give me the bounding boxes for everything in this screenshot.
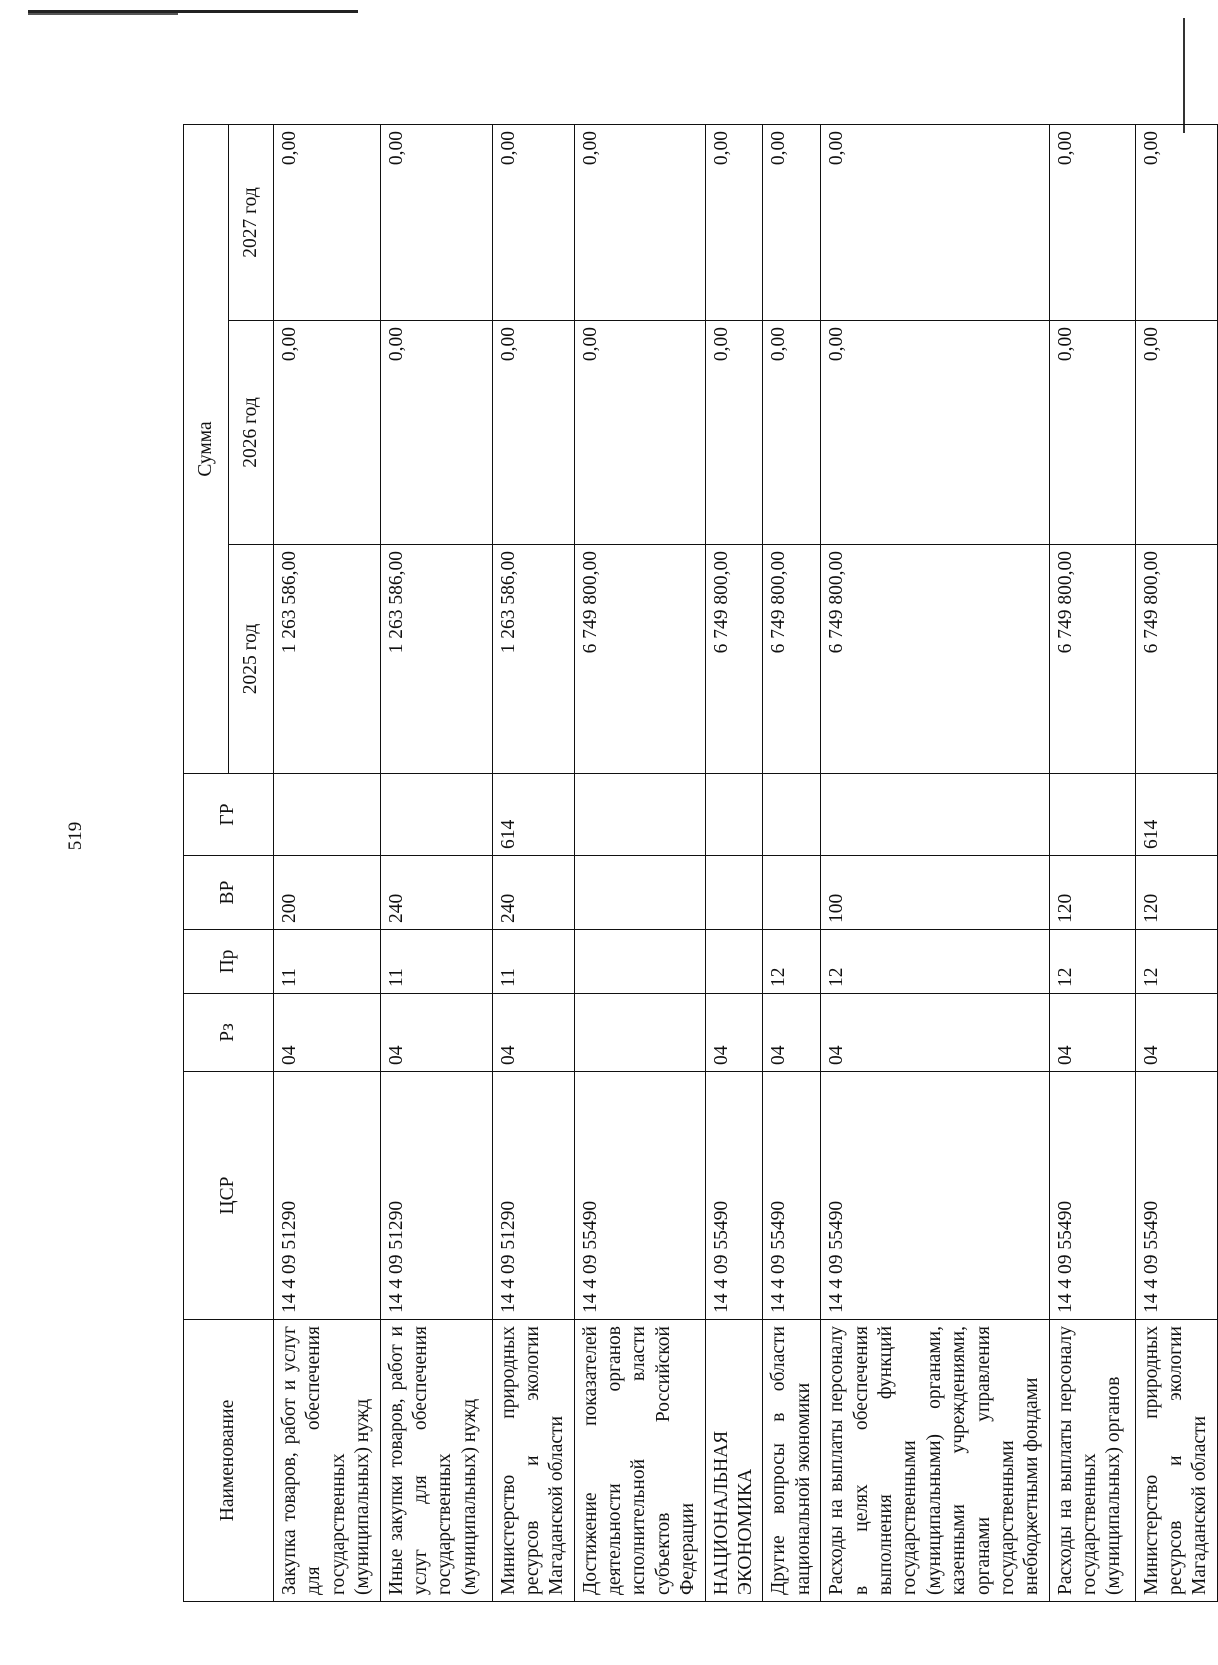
cell-vr: 120 bbox=[1049, 856, 1135, 930]
table-row bbox=[380, 124, 492, 1601]
cell-csr: 14 4 09 55490 bbox=[763, 1072, 821, 1320]
cell-2025: 1 263 586,00 bbox=[380, 545, 492, 774]
cell-name: Расходы на выплаты персоналу государственных (муниципальных) органов bbox=[1049, 1320, 1135, 1602]
table-row bbox=[763, 124, 821, 1601]
cell-2027: 0,00 bbox=[574, 124, 705, 320]
cell-2026: 0,00 bbox=[574, 321, 705, 545]
cell-name: Министерство природных ресурсов и экологии Магаданской области bbox=[1135, 1320, 1217, 1602]
cell-gr bbox=[380, 774, 492, 856]
cell-csr: 14 4 09 55490 bbox=[821, 1072, 1049, 1320]
cell-rz: 04 bbox=[763, 994, 821, 1072]
header-sum: Сумма bbox=[184, 124, 229, 773]
cell-csr: 14 4 09 51290 bbox=[380, 1072, 492, 1320]
cell-gr bbox=[574, 774, 705, 856]
cell-2026: 0,00 bbox=[763, 321, 821, 545]
header-pr: Пр bbox=[184, 930, 274, 994]
budget-table bbox=[183, 124, 1218, 1602]
table-header-row bbox=[184, 124, 229, 1601]
table-row bbox=[1135, 124, 1217, 1601]
cell-gr bbox=[1049, 774, 1135, 856]
table-row bbox=[821, 124, 1049, 1601]
cell-name: НАЦИОНАЛЬНАЯ ЭКОНОМИКА bbox=[705, 1320, 763, 1602]
cell-pr: 12 bbox=[763, 930, 821, 994]
cell-2026: 0,00 bbox=[705, 321, 763, 545]
header-gr: ГР bbox=[184, 774, 274, 856]
cell-pr: 12 bbox=[821, 930, 1049, 994]
cell-2026: 0,00 bbox=[380, 321, 492, 545]
cell-2027: 0,00 bbox=[705, 124, 763, 320]
cell-2026: 0,00 bbox=[821, 321, 1049, 545]
rotated-table-container bbox=[183, 125, 1211, 1602]
cell-2027: 0,00 bbox=[380, 124, 492, 320]
cell-rz: 04 bbox=[274, 994, 381, 1072]
cell-2025: 1 263 586,00 bbox=[274, 545, 381, 774]
cell-pr bbox=[574, 930, 705, 994]
cell-name: Другие вопросы в области национальной экономики bbox=[763, 1320, 821, 1602]
cell-rz: 04 bbox=[492, 994, 574, 1072]
cell-2027: 0,00 bbox=[821, 124, 1049, 320]
cell-2025: 6 749 800,00 bbox=[1049, 545, 1135, 774]
cell-rz: 04 bbox=[380, 994, 492, 1072]
cell-gr bbox=[705, 774, 763, 856]
header-year-2026: 2026 год bbox=[229, 321, 274, 545]
cell-gr: 614 bbox=[492, 774, 574, 856]
cell-pr: 12 bbox=[1049, 930, 1135, 994]
cell-2025: 6 749 800,00 bbox=[705, 545, 763, 774]
cell-name: Расходы на выплаты персоналу в целях обеспечения выполнения функций государственными (муниципальными) органами, казенными учреждениями, органами управления государственными внебюджетными фондами bbox=[821, 1320, 1049, 1602]
cell-name: Достижение показателей деятельности органов исполнительной власти субъектов Российской Федерации bbox=[574, 1320, 705, 1602]
scan-edge-mark bbox=[1183, 18, 1185, 133]
cell-2027: 0,00 bbox=[274, 124, 381, 320]
cell-2027: 0,00 bbox=[1049, 124, 1135, 320]
cell-csr: 14 4 09 55490 bbox=[705, 1072, 763, 1320]
cell-2025: 6 749 800,00 bbox=[574, 545, 705, 774]
cell-gr bbox=[821, 774, 1049, 856]
cell-name: Закупка товаров, работ и услуг для обеспечения государственных (муниципальных) нужд bbox=[274, 1320, 381, 1602]
cell-gr: 614 bbox=[1135, 774, 1217, 856]
table-row bbox=[705, 124, 763, 1601]
page-number: 519 bbox=[65, 821, 86, 851]
cell-vr bbox=[574, 856, 705, 930]
cell-2027: 0,00 bbox=[763, 124, 821, 320]
header-year-2025: 2025 год bbox=[229, 545, 274, 774]
cell-2025: 6 749 800,00 bbox=[1135, 545, 1217, 774]
header-vr: ВР bbox=[184, 856, 274, 930]
cell-pr: 12 bbox=[1135, 930, 1217, 994]
cell-vr: 120 bbox=[1135, 856, 1217, 930]
header-name: Наименование bbox=[184, 1320, 274, 1602]
cell-vr: 240 bbox=[380, 856, 492, 930]
table-row bbox=[492, 124, 574, 1601]
cell-vr: 100 bbox=[821, 856, 1049, 930]
cell-pr: 11 bbox=[492, 930, 574, 994]
cell-name: Иные закупки товаров, работ и услуг для обеспечения государственных (муниципальных) нужд bbox=[380, 1320, 492, 1602]
cell-vr: 200 bbox=[274, 856, 381, 930]
cell-gr bbox=[274, 774, 381, 856]
cell-2025: 6 749 800,00 bbox=[763, 545, 821, 774]
header-rz: Рз bbox=[184, 994, 274, 1072]
cell-csr: 14 4 09 51290 bbox=[274, 1072, 381, 1320]
cell-pr bbox=[705, 930, 763, 994]
scan-artifact-bar bbox=[28, 13, 178, 15]
cell-csr: 14 4 09 55490 bbox=[574, 1072, 705, 1320]
cell-rz: 04 bbox=[821, 994, 1049, 1072]
cell-name: Министерство природных ресурсов и экологии Магаданской области bbox=[492, 1320, 574, 1602]
cell-vr bbox=[705, 856, 763, 930]
header-csr: ЦСР bbox=[184, 1072, 274, 1320]
cell-rz: 04 bbox=[1135, 994, 1217, 1072]
cell-pr: 11 bbox=[274, 930, 381, 994]
cell-rz: 04 bbox=[705, 994, 763, 1072]
header-year-2027: 2027 год bbox=[229, 124, 274, 320]
table-row bbox=[274, 124, 381, 1601]
cell-2026: 0,00 bbox=[1049, 321, 1135, 545]
cell-csr: 14 4 09 55490 bbox=[1135, 1072, 1217, 1320]
cell-vr: 240 bbox=[492, 856, 574, 930]
cell-2025: 6 749 800,00 bbox=[821, 545, 1049, 774]
cell-2027: 0,00 bbox=[492, 124, 574, 320]
cell-rz: 04 bbox=[1049, 994, 1135, 1072]
cell-gr bbox=[763, 774, 821, 856]
cell-2026: 0,00 bbox=[274, 321, 381, 545]
cell-rz bbox=[574, 994, 705, 1072]
cell-2027: 0,00 bbox=[1135, 124, 1217, 320]
cell-csr: 14 4 09 51290 bbox=[492, 1072, 574, 1320]
table-row bbox=[1049, 124, 1135, 1601]
table-row bbox=[574, 124, 705, 1601]
cell-vr bbox=[763, 856, 821, 930]
cell-2025: 1 263 586,00 bbox=[492, 545, 574, 774]
cell-pr: 11 bbox=[380, 930, 492, 994]
cell-csr: 14 4 09 55490 bbox=[1049, 1072, 1135, 1320]
cell-2026: 0,00 bbox=[1135, 321, 1217, 545]
cell-2026: 0,00 bbox=[492, 321, 574, 545]
